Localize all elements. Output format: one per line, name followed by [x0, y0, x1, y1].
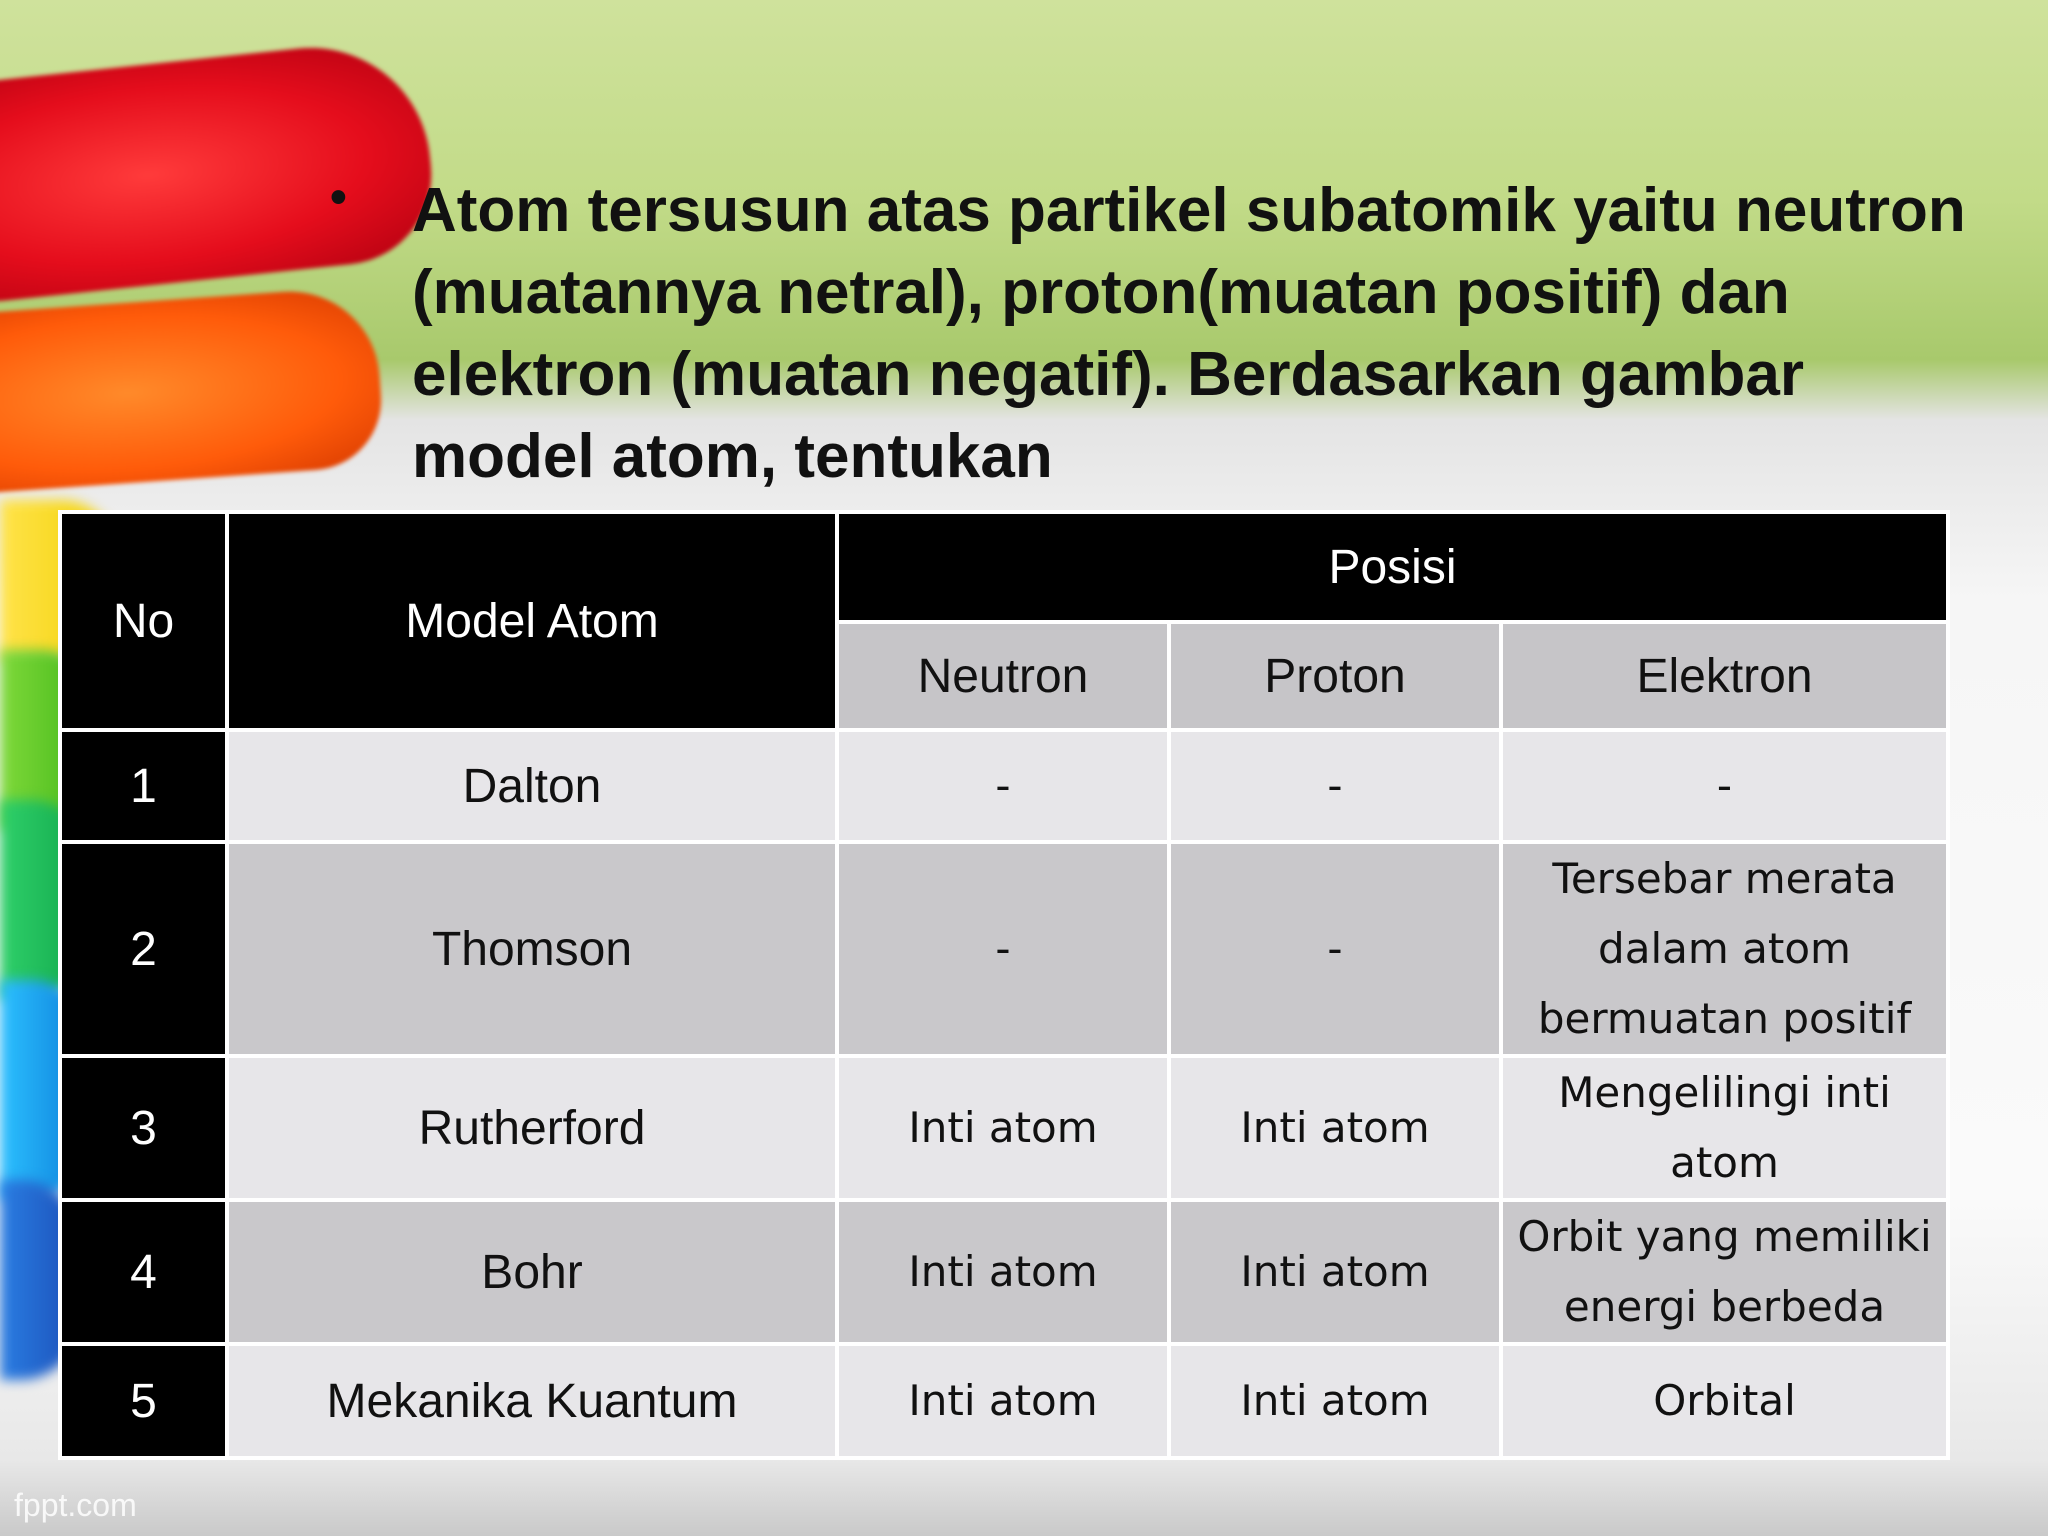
neutron-position: - [837, 730, 1169, 842]
bullet-marker: • [330, 171, 347, 224]
model-name: Bohr [227, 1200, 837, 1344]
red-crayon-decoration [0, 36, 440, 304]
row-number: 4 [60, 1200, 227, 1344]
table-row [60, 1056, 1948, 1200]
proton-position: Inti atom [1169, 1344, 1501, 1458]
table-header-row [60, 512, 1948, 622]
model-name: Rutherford [227, 1056, 837, 1200]
electron-position: Tersebar merata dalam atom bermuatan positif [1501, 842, 1948, 1056]
footer-watermark: fppt.com [14, 1487, 137, 1523]
model-name: Mekanika Kuantum [227, 1344, 837, 1458]
header-no: No [60, 512, 227, 730]
proton-position: - [1169, 842, 1501, 1056]
proton-position: Inti atom [1169, 1056, 1501, 1200]
table-row [60, 842, 1948, 1056]
header-neutron: Neutron [837, 622, 1169, 730]
header-proton: Proton [1169, 622, 1501, 730]
table-row [60, 1344, 1948, 1458]
neutron-position: - [837, 842, 1169, 1056]
row-number: 2 [60, 842, 227, 1056]
neutron-position: Inti atom [837, 1344, 1169, 1458]
row-number: 1 [60, 730, 227, 842]
neutron-position: Inti atom [837, 1200, 1169, 1344]
atom-model-table [58, 510, 1950, 1460]
model-name: Thomson [227, 842, 837, 1056]
proton-position: - [1169, 730, 1501, 842]
electron-position: Orbital [1501, 1344, 1948, 1458]
orange-crayon-decoration [0, 286, 386, 495]
row-number: 5 [60, 1344, 227, 1458]
header-posisi: Posisi [837, 512, 1948, 622]
proton-position: Inti atom [1169, 1200, 1501, 1344]
header-elektron: Elektron [1501, 622, 1948, 730]
electron-position: - [1501, 730, 1948, 842]
table-row [60, 1200, 1948, 1344]
header-model-atom: Model Atom [227, 512, 837, 730]
row-number: 3 [60, 1056, 227, 1200]
slide-heading: Atom tersusun atas partikel subatomik yaitu neutron (muatannya netral), proton(muatan positif) dan elektron (muatan negatif). Berdasarkan gambar model atom, tentukan [412, 176, 1966, 491]
electron-position: Orbit yang memiliki energi berbeda [1501, 1200, 1948, 1344]
table-row [60, 730, 1948, 842]
neutron-position: Inti atom [837, 1056, 1169, 1200]
electron-position: Mengelilingi inti atom [1501, 1056, 1948, 1200]
model-name: Dalton [227, 730, 837, 842]
